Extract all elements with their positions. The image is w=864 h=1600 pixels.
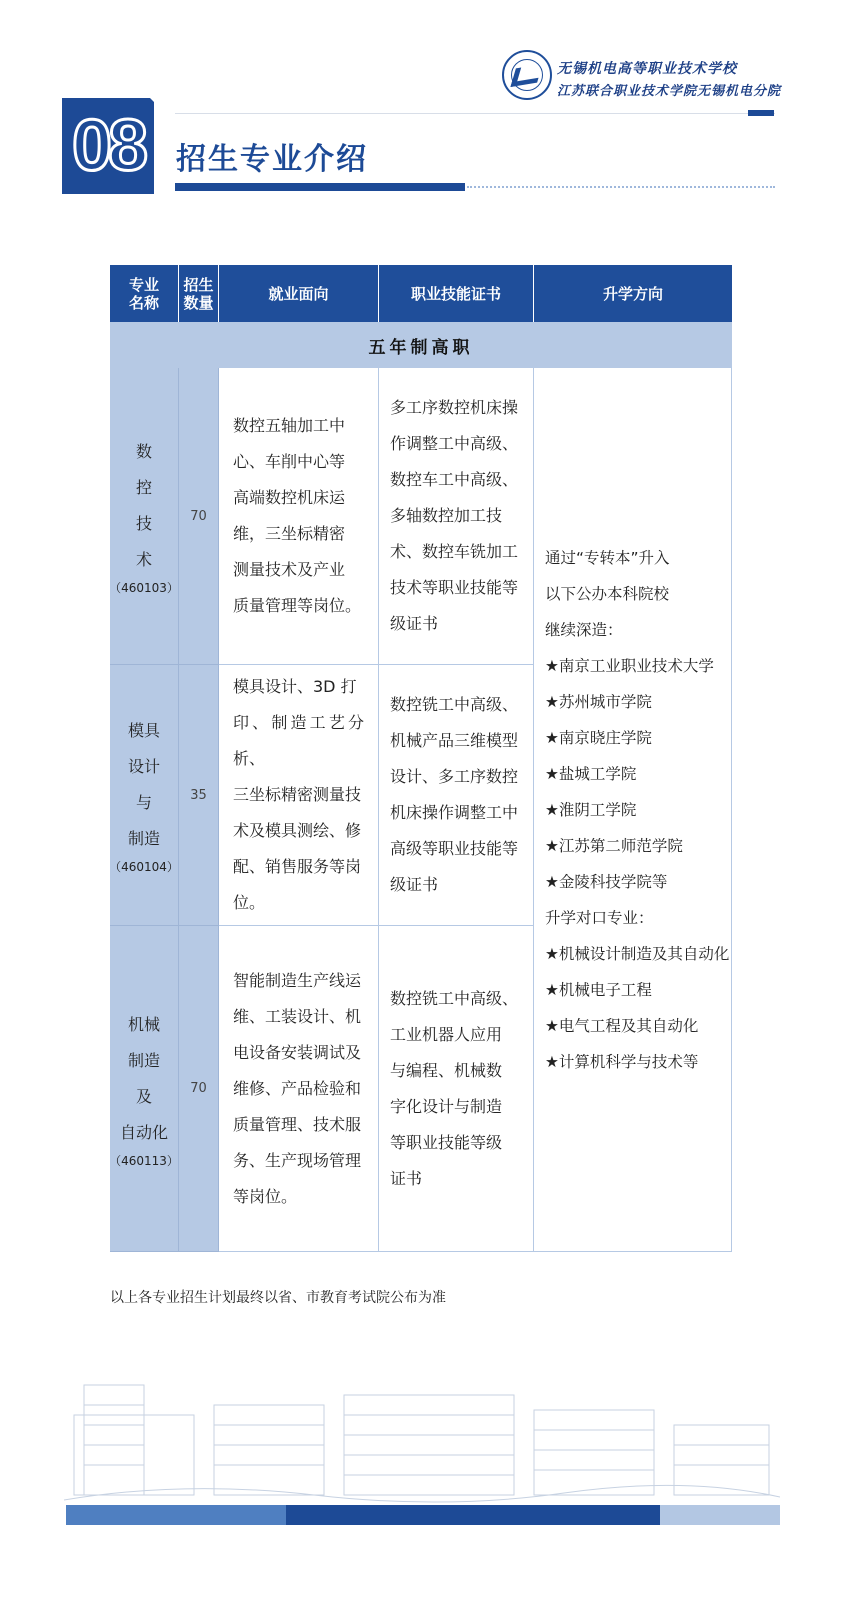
program-name-line: 机械 — [127, 1014, 160, 1034]
section-number-corner — [150, 98, 164, 112]
program-name-line: 术 — [135, 550, 152, 569]
header-divider — [175, 113, 775, 114]
program-code: （460103） — [109, 581, 179, 595]
certificate-line: 多轴数控加工技 — [390, 506, 503, 525]
further-study-line: ★苏州城市学院 — [545, 692, 652, 711]
certificate-line: 机床操作调整工中 — [390, 803, 519, 822]
certificate-line: 技术等职业技能等 — [390, 578, 519, 597]
further-study-line: ★机械设计制造及其自动化 — [545, 944, 730, 963]
employment-line: 印、制造工艺分析、 — [233, 713, 364, 768]
certificate-line: 证书 — [390, 1168, 423, 1188]
section-number: 08 — [71, 106, 145, 186]
employment-line: 电设备安装调试及 — [233, 1042, 362, 1062]
employment-line: 智能制造生产线运 — [233, 970, 362, 990]
certificate-line: 作调整工中高级、 — [390, 434, 519, 453]
certificate-line: 字化设计与制造 — [390, 1096, 503, 1116]
col-header-name: 专业 名称 — [110, 265, 179, 322]
program-name-line: 模具 — [127, 721, 160, 740]
further-study-line: ★计算机科学与技术等 — [545, 1052, 699, 1071]
employment-line: 维修、产品检验和 — [233, 1078, 362, 1098]
certificate-line: 数控铣工中高级、 — [390, 988, 519, 1008]
certificate-line: 级证书 — [390, 614, 439, 633]
table-row-name — [110, 926, 179, 1252]
footer-bar-dark — [286, 1505, 660, 1525]
certificate-cell — [379, 665, 534, 926]
employment-line: 数控五轴加工中 — [233, 416, 346, 435]
col-header-further-study: 升学方向 — [534, 265, 732, 322]
school-name: 无锡机电高等职业技术学校 — [557, 61, 737, 77]
enrollment-quantity: 70 — [179, 368, 219, 665]
employment-line: 质量管理、技术服 — [233, 1114, 362, 1134]
col-header-certificate: 职业技能证书 — [379, 265, 534, 322]
further-study-line: ★盐城工学院 — [545, 764, 637, 783]
certificate-line: 术、数控车铣加工 — [390, 542, 519, 561]
footer-bar-pale — [660, 1505, 780, 1525]
school-subtitle: 江苏联合职业技术学院无锡机电分院 — [557, 84, 782, 99]
certificate-line: 与编程、机械数 — [390, 1060, 503, 1080]
campus-illustration — [64, 1375, 780, 1505]
certificate-line: 数控铣工中高级、 — [390, 695, 519, 714]
page-title: 招生专业介绍 — [176, 142, 368, 177]
further-study-line: ★南京晓庄学院 — [545, 728, 652, 747]
section-label: 五年制高职 — [110, 322, 732, 368]
program-name-line: 控 — [135, 478, 152, 497]
footnote: 以上各专业招生计划最终以省、市教育考试院公布为准 — [110, 1290, 446, 1306]
employment-line: 心、车削中心等 — [233, 452, 346, 471]
certificate-line: 级证书 — [390, 875, 439, 894]
employment-line: 术及模具测绘、修 — [233, 821, 362, 840]
col-header-quantity: 招生 数量 — [179, 265, 219, 322]
further-study-line: ★淮阴工学院 — [545, 800, 637, 819]
program-name-line: 制造 — [127, 1050, 160, 1070]
further-study-line: ★电气工程及其自动化 — [545, 1016, 699, 1035]
footer-bar-light — [66, 1505, 286, 1525]
program-name-line: 制造 — [127, 829, 160, 848]
col-header-employment: 就业面向 — [219, 265, 379, 322]
employment-cell — [219, 368, 379, 665]
certificate-cell — [379, 368, 534, 665]
program-name-line: 与 — [135, 793, 152, 812]
program-name-line: 及 — [135, 1086, 152, 1106]
further-study-line: 继续深造： — [545, 620, 623, 639]
employment-line: 三坐标精密测量技 — [233, 785, 362, 804]
employment-cell — [219, 665, 379, 926]
program-code: （460113） — [109, 1153, 179, 1168]
employment-line: 维，三坐标精密 — [233, 524, 346, 543]
further-study-line: ★金陵科技学院等 — [545, 872, 668, 891]
table-row-name — [110, 665, 179, 926]
further-study-line: ★江苏第二师范学院 — [545, 836, 683, 855]
enrollment-quantity: 35 — [179, 665, 219, 926]
employment-cell — [219, 926, 379, 1252]
school-logo — [502, 50, 552, 100]
further-study-line: 以下公办本科院校 — [545, 584, 670, 603]
enrollment-quantity: 70 — [179, 926, 219, 1252]
employment-line: 位。 — [233, 893, 266, 912]
further-study-line: 升学对口专业： — [545, 908, 654, 927]
program-code: （460104） — [109, 860, 179, 874]
employment-line: 等岗位。 — [233, 1186, 298, 1206]
program-table — [110, 265, 732, 1252]
certificate-line: 等职业技能等级 — [390, 1132, 503, 1152]
employment-line: 测量技术及产业 — [233, 560, 346, 579]
further-study-line: 通过“专转本”升入 — [545, 548, 670, 567]
employment-line: 务、生产现场管理 — [233, 1150, 362, 1170]
program-name-line: 数 — [135, 442, 152, 461]
program-name-line: 技 — [135, 514, 152, 533]
certificate-line: 工业机器人应用 — [390, 1024, 503, 1044]
certificate-line: 设计、多工序数控 — [390, 767, 519, 786]
certificate-line: 数控车工中高级、 — [390, 470, 519, 489]
program-name-line: 自动化 — [119, 1122, 168, 1142]
table-row-name — [110, 368, 179, 665]
title-underline — [175, 183, 465, 191]
certificate-cell — [379, 926, 534, 1252]
program-name-line: 设计 — [127, 757, 160, 776]
header-accent-bar — [748, 110, 774, 116]
further-study-line: ★南京工业职业技术大学 — [545, 656, 714, 675]
employment-line: 高端数控机床运 — [233, 488, 346, 507]
certificate-line: 机械产品三维模型 — [390, 731, 519, 750]
employment-line: 模具设计、3D 打 — [233, 677, 357, 696]
certificate-line: 高级等职业技能等 — [390, 839, 519, 858]
employment-line: 配、销售服务等岗 — [233, 857, 362, 876]
further-study-line: ★机械电子工程 — [545, 980, 652, 999]
certificate-line: 多工序数控机床操 — [390, 398, 519, 417]
further-study-cell — [534, 368, 732, 1252]
title-dotted-line — [467, 186, 775, 188]
employment-line: 维、工装设计、机 — [233, 1006, 362, 1026]
employment-line: 质量管理等岗位。 — [233, 596, 362, 615]
